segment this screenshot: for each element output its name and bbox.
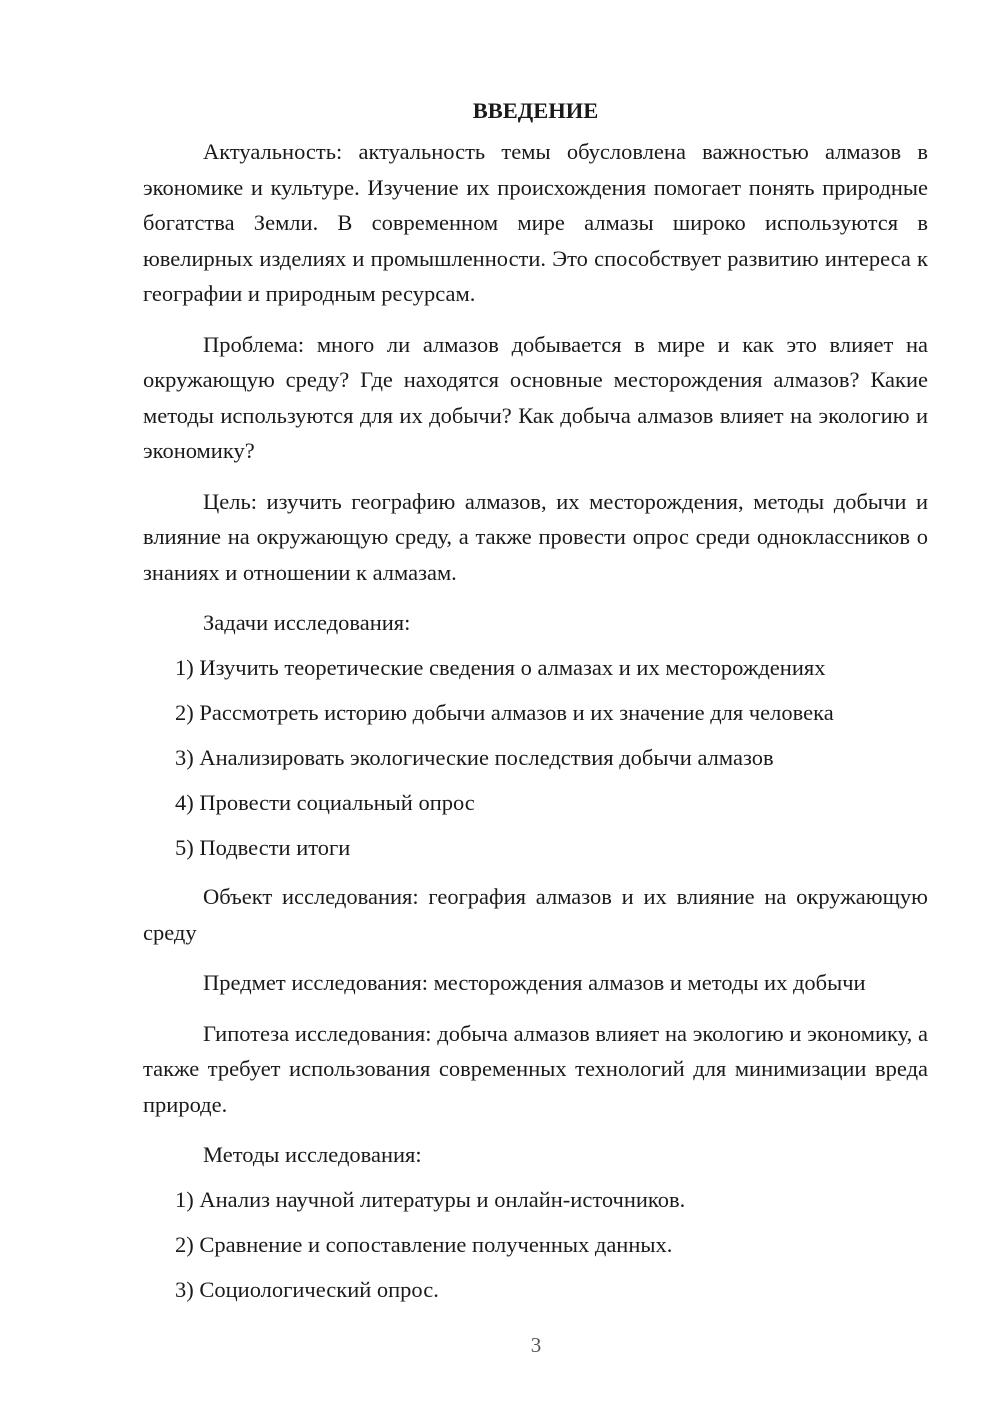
- tasks-list: [143, 650, 928, 866]
- subject-paragraph: Предмет исследования: месторождения алмазов и методы их добычи: [203, 970, 866, 995]
- object-paragraph: Объект исследования: география алмазов и их влияние на окружающую среду: [143, 884, 928, 945]
- page-number: 3: [530, 1333, 542, 1357]
- list-item: 3) Социологический опрос.: [175, 1276, 439, 1302]
- problem-paragraph: Проблема: много ли алмазов добывается в мире и как это влияет на окружающую среду? Где находятся основные месторождения алмазов? Какие методы используются для их добычи? Как добыча алмазов влияет на экологию и экономику?: [143, 331, 928, 463]
- list-item: 1) Анализ научной литературы и онлайн-источников.: [175, 1186, 686, 1212]
- tasks-title: Задачи исследования:: [203, 610, 411, 635]
- list-item: 2) Рассмотреть историю добычи алмазов и их значение для человека: [175, 699, 834, 725]
- list-item: 5) Подвести итоги: [175, 834, 351, 860]
- list-item: 1) Изучить теоретические сведения о алмазах и их месторождениях: [175, 654, 826, 680]
- list-item: 3) Анализировать экологические последствия добычи алмазов: [175, 744, 774, 770]
- page-content: [143, 94, 928, 1317]
- hypothesis-paragraph: Гипотеза исследования: добыча алмазов влияет на экологию и экономику, а также требует использования современных технологий для минимизации вреда природе.: [143, 1020, 928, 1117]
- list-item: 2) Сравнение и сопоставление полученных данных.: [175, 1231, 673, 1257]
- methods-list: [143, 1182, 928, 1308]
- relevance-paragraph: Актуальность: актуальность темы обусловлена важностью алмазов в экономике и культуре. Изучение их происхождения помогает понять природные богатства Земли. В современном мире алмазы широко используются в ювелирных изделиях и промышленности. Это способствует развитию интереса к географии и природным ресурсам.: [143, 139, 928, 306]
- list-item: 4) Провести социальный опрос: [175, 789, 475, 815]
- goal-paragraph: Цель: изучить географию алмазов, их месторождения, методы добычи и влияние на окружающую среду, а также провести опрос среди одноклассников о знаниях и отношении к алмазам.: [143, 488, 928, 585]
- methods-title: Методы исследования:: [203, 1142, 422, 1167]
- section-heading: ВВЕДЕНИЕ: [472, 98, 599, 123]
